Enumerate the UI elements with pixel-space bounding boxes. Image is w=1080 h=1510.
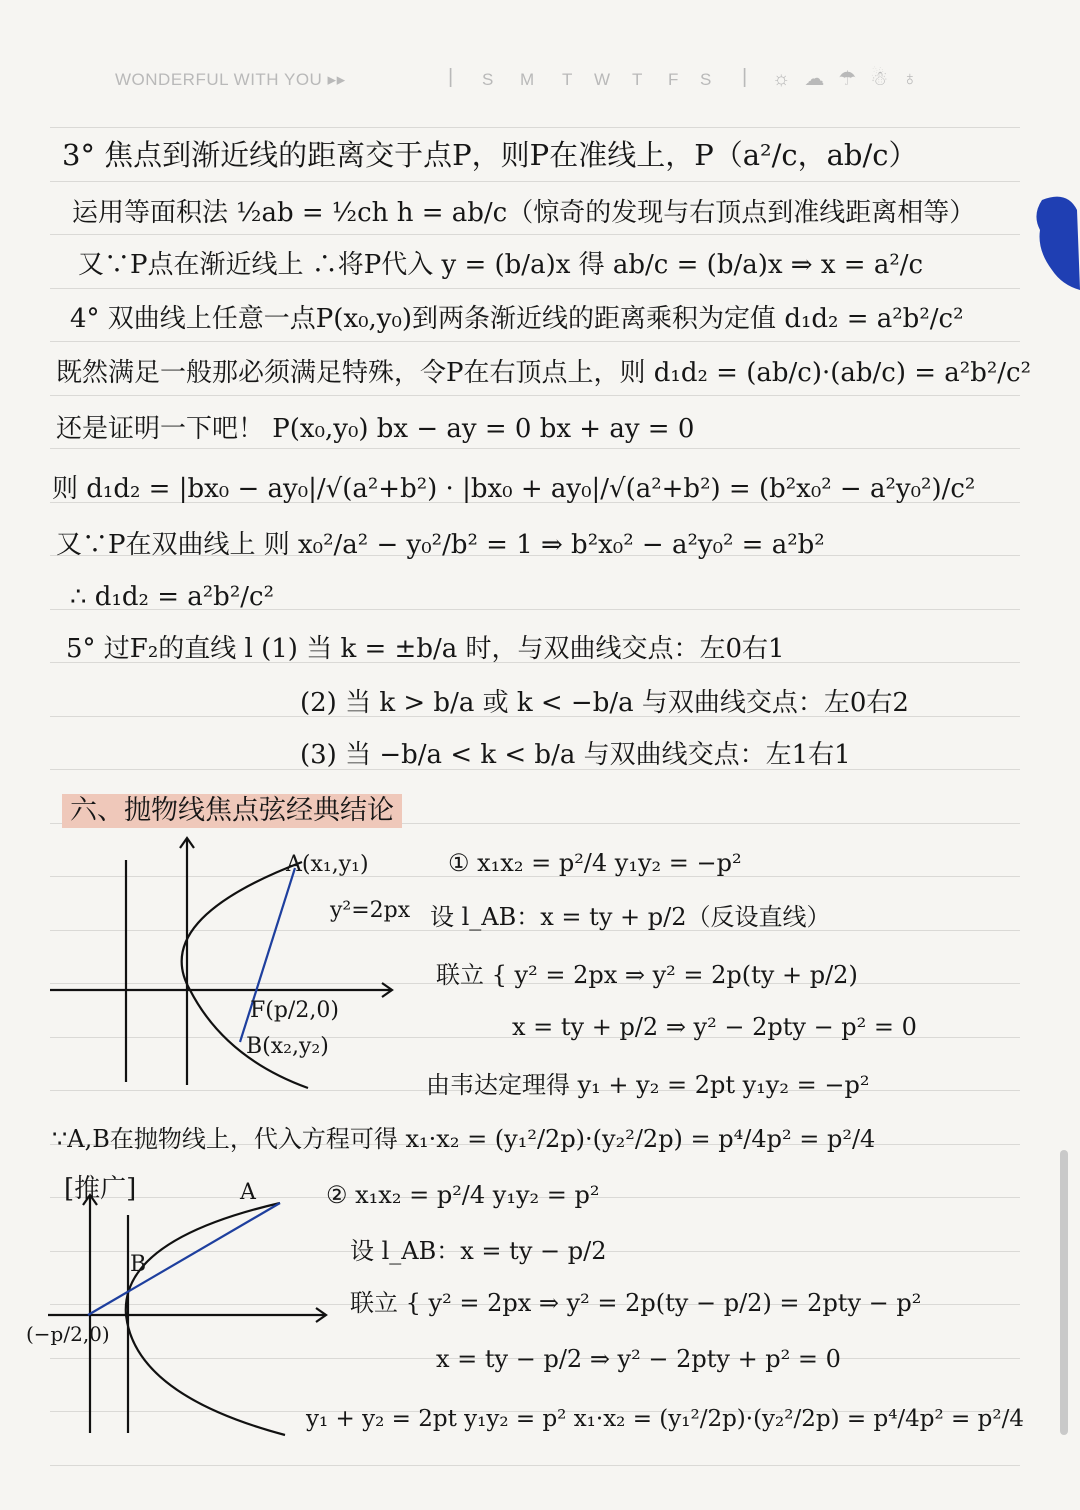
brand-text: WONDERFUL WITH YOU ▸▸ [115, 70, 346, 89]
formula-g5: y₁ + y₂ = 2pt y₁y₂ = p² x₁·x₂ = (y₁²/2p)·(y₂²/2p) = p⁴/4p² = p²/4 [306, 1406, 1024, 1432]
formula-g2: 设 l_AB：x = ty − p/2 [350, 1237, 607, 1265]
ruled-line [50, 341, 1020, 342]
day-thursday: T [632, 70, 643, 89]
weather-icons: ☼☁☂☃♁ [772, 68, 932, 90]
ruled-line [50, 288, 1020, 289]
point-b-label: B(x₂,y₂) [246, 1034, 329, 1059]
note-line-8: 又∵P在双曲线上 则 x₀²/a² − y₀²/b² = 1 ⇒ b²x₀² − a²y₀² = a²b² [56, 530, 825, 560]
formula-g1: ② x₁x₂ = p²/4 y₁y₂ = p² [326, 1181, 600, 1209]
ruled-line [50, 181, 1020, 182]
ruled-line [50, 127, 1020, 128]
note-line-4: 4° 双曲线上任意一点P(x₀,y₀)到两条渐近线的距离乘积为定值 d₁d₂ = a²b²/c² [70, 304, 964, 334]
point-a-label-2: A [240, 1180, 256, 1205]
formula-5: 由韦达定理得 y₁ + y₂ = 2pt y₁y₂ = −p² [426, 1071, 870, 1099]
scrollbar[interactable] [1060, 1150, 1068, 1435]
formula-g4: x = ty − p/2 ⇒ y² − 2pty + p² = 0 [436, 1345, 841, 1373]
formula-2: 设 l_AB：x = ty + p/2（反设直线） [430, 903, 831, 931]
ruled-line [50, 1465, 1020, 1466]
note-line-3: 又∵P点在渐近线上 ∴将P代入 y = (b/a)x 得 ab/c = (b/a)x ⇒ x = a²/c [78, 250, 924, 280]
day-saturday: S [700, 70, 712, 89]
formula-g3: 联立 { y² = 2px ⇒ y² = 2p(ty − p/2) = 2pty − p² [350, 1289, 922, 1317]
ink-blot-icon [1022, 190, 1080, 300]
formula-6: ∵A,B在抛物线上，代入方程可得 x₁·x₂ = (y₁²/2p)·(y₂²/2p) = p⁴/4p² = p²/4 [52, 1125, 876, 1153]
ruled-line [50, 448, 1020, 449]
note-line-5: 既然满足一般那必须满足特殊，令P在右顶点上，则 d₁d₂ = (ab/c)·(ab/c) = a²b²/c² [56, 358, 1032, 388]
note-line-11: (2) 当 k > b/a 或 k < −b/a 与双曲线交点：左0右2 [300, 688, 909, 718]
notebook-header [0, 66, 1080, 96]
note-line-6: 还是证明一下吧！ P(x₀,y₀) bx − ay = 0 bx + ay = 0 [56, 414, 695, 444]
header-divider: | [448, 66, 454, 88]
parabola-diagram-2 [40, 1185, 340, 1445]
note-line-1: 3° 焦点到渐近线的距离交于点P，则P在准线上，P（a²/c，ab/c） [62, 138, 918, 172]
day-monday: M [520, 70, 535, 89]
focus-label: F(p/2,0) [250, 998, 339, 1023]
section-title: 六、抛物线焦点弦经典结论 [62, 794, 402, 828]
note-line-7: 则 d₁d₂ = |bx₀ − ay₀|/√(a²+b²) · |bx₀ + ay₀|/√(a²+b²) = (b²x₀² − a²y₀²)/c² [52, 474, 976, 504]
extension-title: [推广] [64, 1174, 137, 1204]
formula-3: 联立 { y² = 2px ⇒ y² = 2p(ty + p/2) [436, 961, 858, 989]
formula-4: x = ty + p/2 ⇒ y² − 2pty − p² = 0 [512, 1013, 917, 1041]
note-line-2: 运用等面积法 ½ab = ½ch h = ab/c（惊奇的发现与右顶点到准线距离相等） [72, 198, 976, 228]
day-wednesday: W [594, 70, 611, 89]
day-friday: F [668, 70, 679, 89]
ruled-line [50, 395, 1020, 396]
formula-1: ① x₁x₂ = p²/4 y₁y₂ = −p² [448, 849, 742, 877]
parabola-eq-label: y²=2px [330, 898, 411, 923]
note-line-10: 5° 过F₂的直线 l (1) 当 k = ±b/a 时，与双曲线交点：左0右1 [66, 634, 785, 664]
ruled-line [50, 234, 1020, 235]
point-b-label-2: B [130, 1252, 147, 1277]
point-a-label: A(x₁,y₁) [286, 852, 369, 877]
note-line-9: ∴ d₁d₂ = a²b²/c² [70, 582, 274, 612]
point-label-2: (−p/2,0) [26, 1322, 110, 1346]
header-divider: | [742, 66, 748, 88]
day-tuesday: T [562, 70, 573, 89]
note-line-12: (3) 当 −b/a < k < b/a 与双曲线交点：左1右1 [300, 740, 851, 770]
day-sunday: S [482, 70, 494, 89]
